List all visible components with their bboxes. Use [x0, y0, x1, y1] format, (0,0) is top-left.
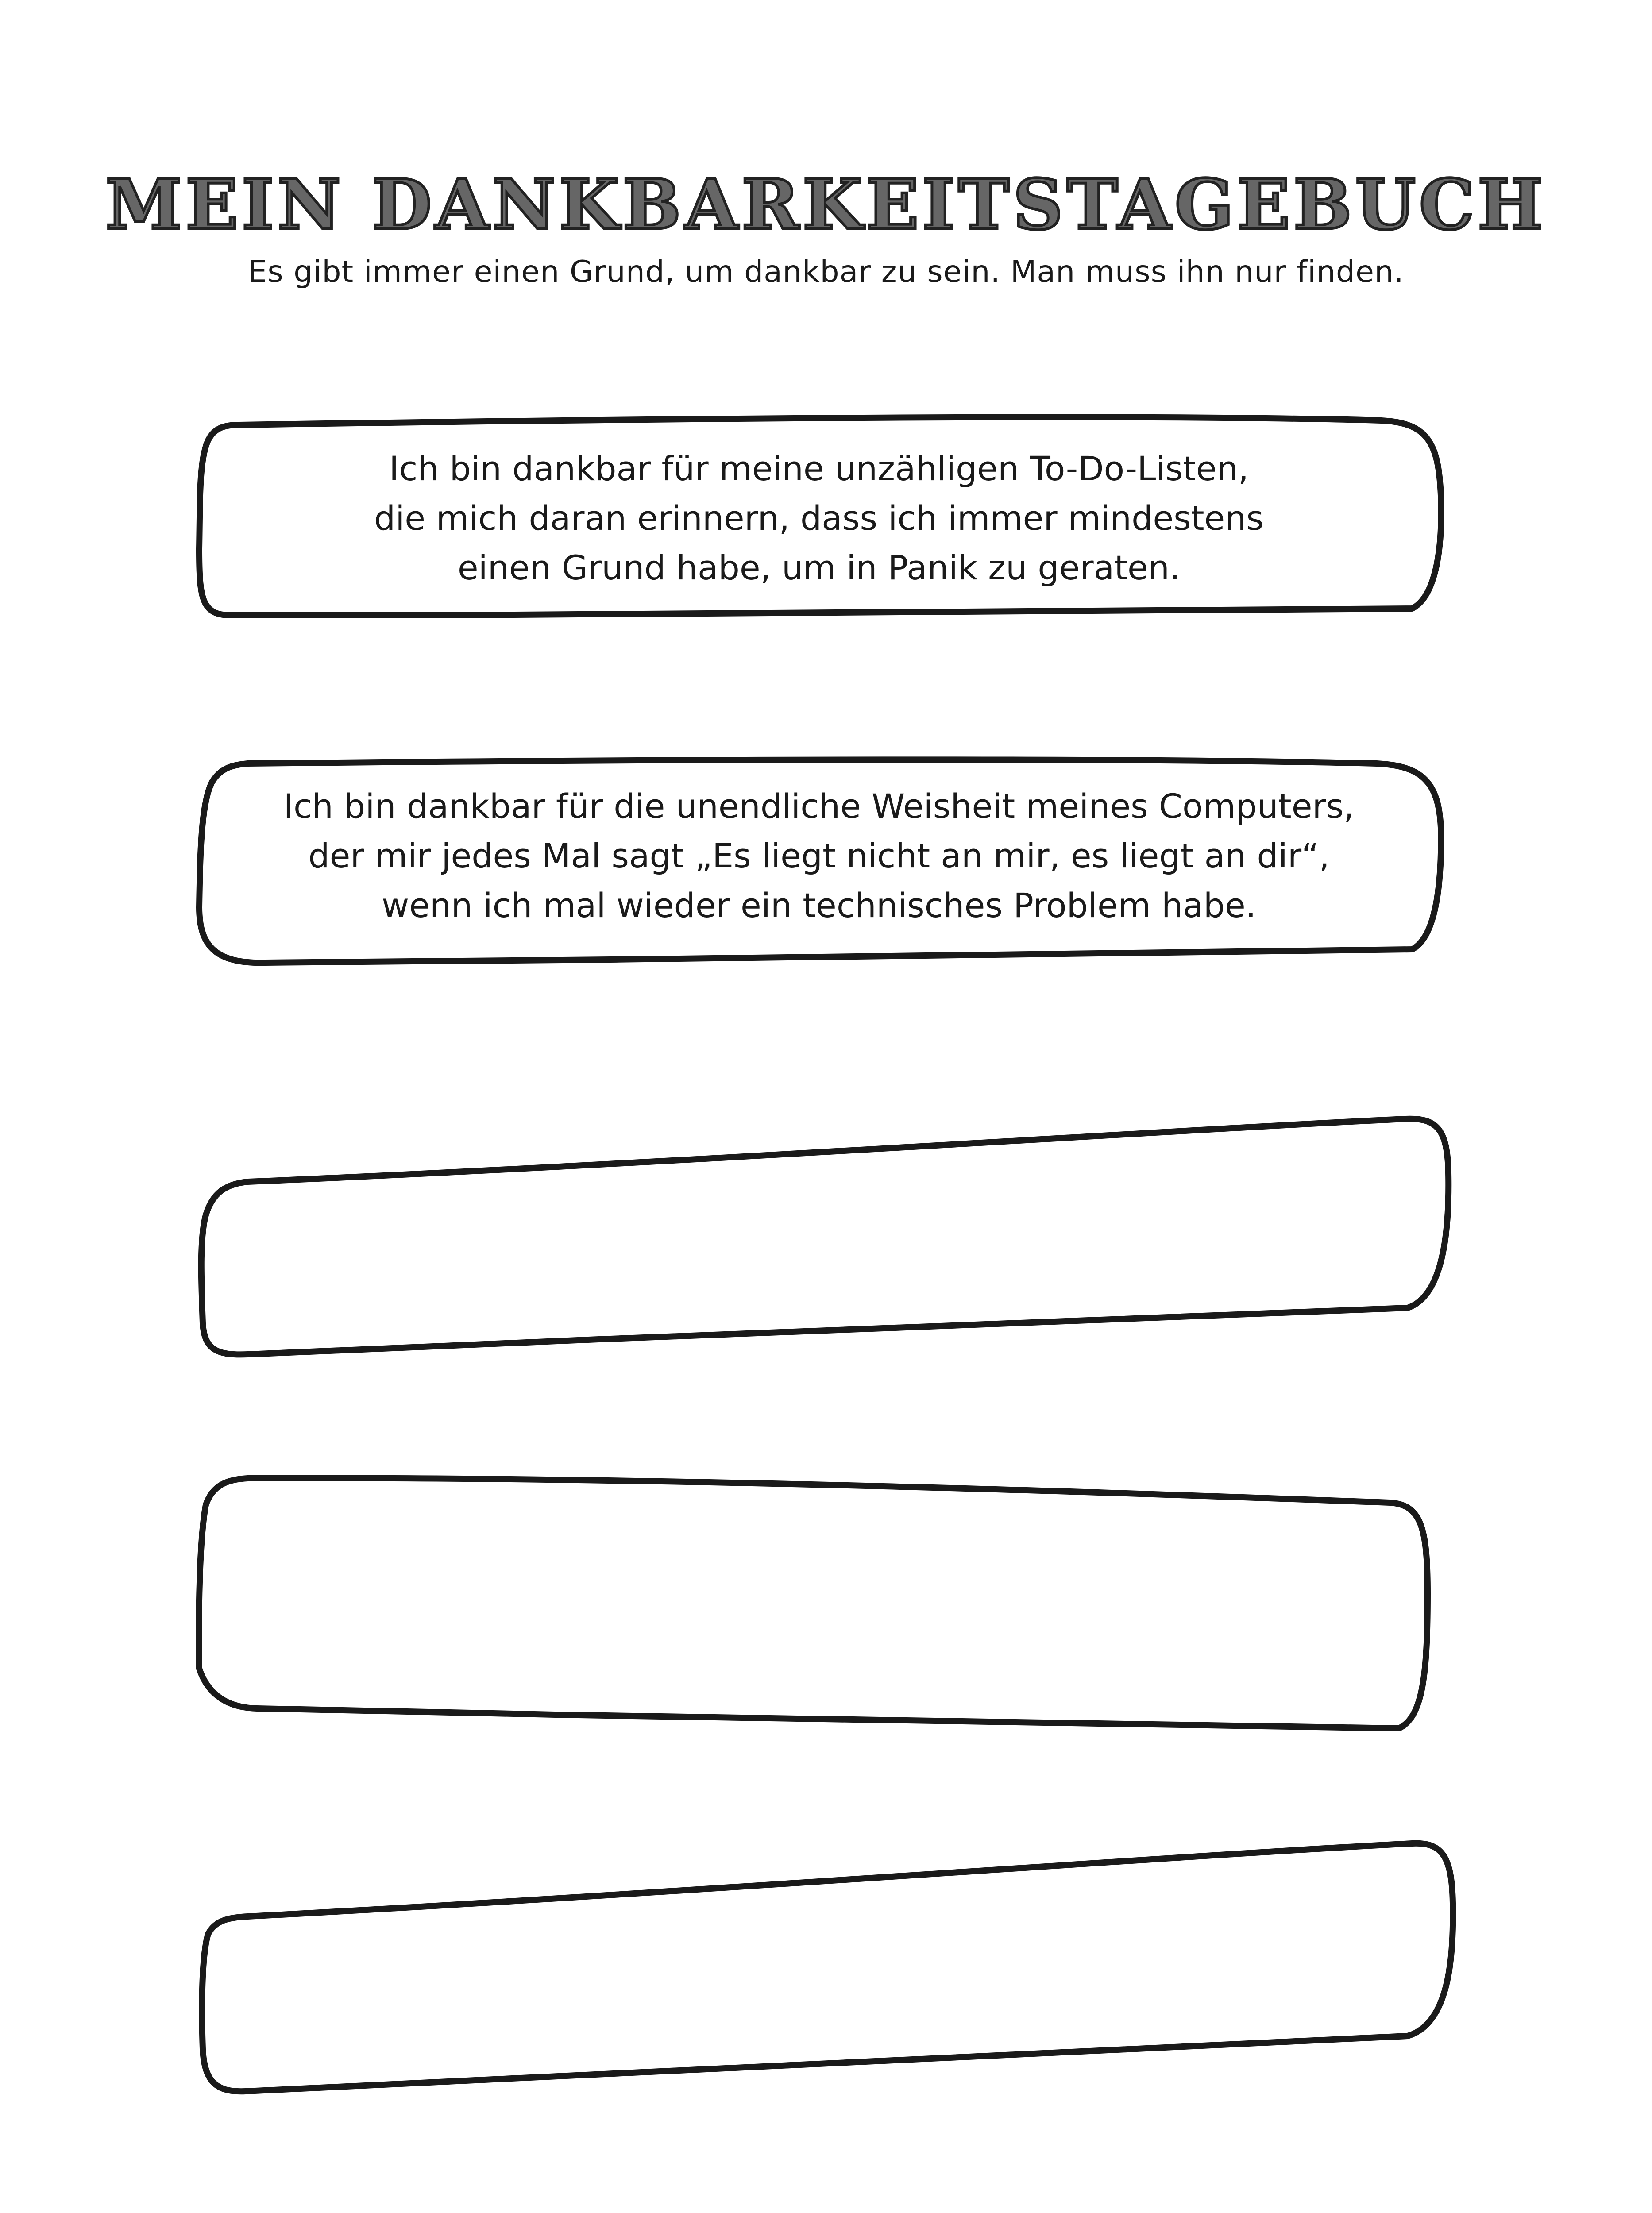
- entry-1-line-3: einen Grund habe, um in Panik zu geraten.: [457, 548, 1181, 587]
- entry-write-area-5[interactable]: [221, 1885, 1430, 2054]
- entry-text-2: [204, 782, 1434, 930]
- entry-write-area-4[interactable]: [221, 1500, 1408, 1695]
- entry-1-line-2: die mich daran erinnern, dass ich immer mindestens: [374, 498, 1264, 538]
- entry-1-line-1: Ich bin dankbar für meine unzähligen To-Do-Listen,: [389, 449, 1249, 488]
- entry-text-1: [204, 444, 1434, 593]
- entry-2-line-3: wenn ich mal wieder ein technisches Problem habe.: [382, 886, 1256, 925]
- page-title: MEIN DANKBARKEITSTAGEBUCH: [105, 164, 1547, 245]
- page-subtitle: Es gibt immer einen Grund, um dankbar zu sein. Man muss ihn nur finden.: [248, 254, 1404, 289]
- entry-2-line-1: Ich bin dankbar für die unendliche Weisheit meines Computers,: [283, 787, 1355, 826]
- entry-2-line-2: der mir jedes Mal sagt „Es liegt nicht an mir, es liegt an dir“,: [308, 836, 1330, 875]
- entry-write-area-3[interactable]: [221, 1160, 1425, 1319]
